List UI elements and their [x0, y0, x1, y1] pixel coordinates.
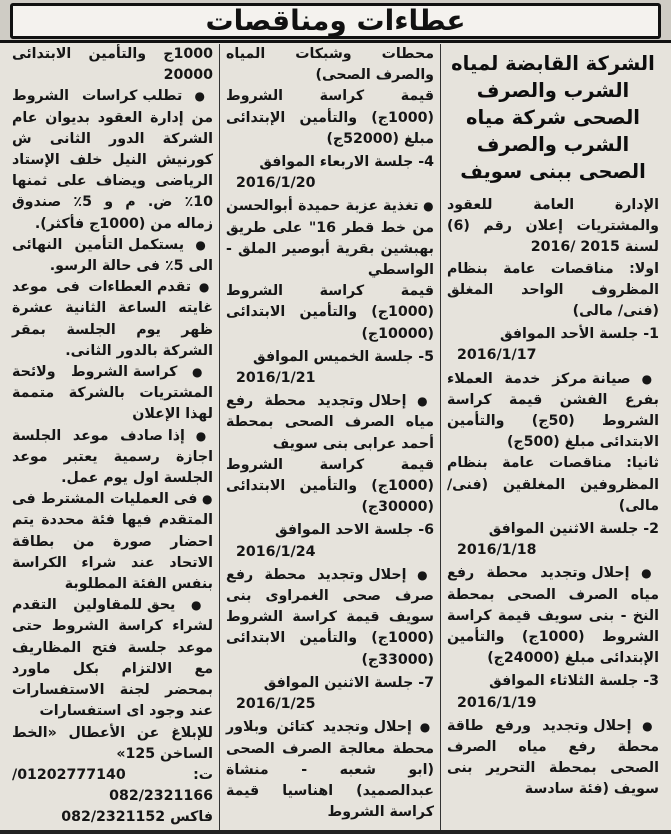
- tender-fees: قيمة كراسة الشروط (1000ج) والتأمين الابتدائى (30000ج): [226, 456, 434, 516]
- tender-item: ● إحلال وتجديد كتائن وبلاور محطة معالجة الصرف الصحى (ابو شعبه - منشاة عبدالصميد) اهناسيا قيمة كراسة الشروط: [226, 717, 434, 823]
- condition-item: ● تقدم العطاءات فى موعد غايته الساعة الثانية عشرة ظهر يوم الجلسة بمقر الشركة بالدور الثانى.: [12, 277, 213, 362]
- session-7: [226, 673, 434, 715]
- session-label: 7- جلسة الاثنين الموافق: [263, 674, 434, 691]
- session-date: 2016/1/17: [457, 347, 537, 364]
- tender-item: ● إحلال وتجديد محطة رفع مياه الصرف الصحى بمحطة أحمد عرابى بنى سويف: [226, 391, 434, 455]
- section-header-box: [10, 3, 661, 39]
- session-date: 2016/1/24: [236, 543, 316, 560]
- column-left: [6, 44, 219, 832]
- tender-item: ● صيانة مركز خدمة العملاء بفرع الفشن قيمة كراسة الشروط (50ج) والتأمين الابتدائى مبلغ (500ج): [447, 369, 659, 454]
- session-label: 2- جلسة الاثنين الموافق: [488, 521, 659, 538]
- condition-item: ● فى العمليات المشترط فى المتقدم فيها فئة محددة يتم احضار صورة من بطاقة الاتحاد عند شراء الكراسة بنفس الفئة المطلوبة: [12, 489, 213, 595]
- section-second-tenders: ثانيا: مناقصات عامة بنظام المظروفين المغلقين (فنى/ مالى): [447, 455, 659, 514]
- section-title: عطاءات ومناقصات: [205, 4, 466, 37]
- condition-item: ● إذا صادف موعد الجلسة اجازة رسمية يعتبر موعد الجلسة اول يوم عمل.: [12, 426, 213, 490]
- session-6: [226, 520, 434, 562]
- condition-item: ● يستكمل التأمين النهائى الى 5٪ فى حالة الرسو.: [12, 235, 213, 277]
- session-date: 2016/1/19: [457, 694, 537, 711]
- session-date: 2016/1/18: [457, 542, 537, 559]
- session-4: [226, 152, 434, 194]
- tender-item: ● تغذية عزبة حميدة أبوالحسن من خط قطر 16" على طريق بهبشين بقرية أبوصير الملق - الواسطي: [226, 196, 434, 281]
- section-header: [0, 0, 671, 43]
- column-middle: [219, 44, 441, 832]
- tender-item: ● إحلال وتجديد محطة رفع مياه الصرف الصحى بمحطة النخ - بنى سويف قيمة كراسة الشروط (1000ج) والتأمين الإبتدائى مبلغ (24000ج): [447, 563, 659, 669]
- continued-text: 1000ج والتأمين الابتدائى 20000: [12, 46, 213, 84]
- tender-fees: قيمة كراسة الشروط (1000ج) والتأمين الابتدائى (10000ج): [226, 283, 434, 342]
- column-right: [441, 44, 665, 832]
- session-3: [447, 671, 659, 713]
- session-label: 1- جلسة الأحد الموافق: [499, 326, 659, 343]
- phone-numbers: ت: 01202777140/ 082/2321166: [12, 766, 213, 805]
- hotline-text: للإبلاغ عن الأعطال «الخط الساخن 125»: [12, 724, 213, 762]
- condition-item: ● تطلب كراسات الشروط من إدارة العقود بديوان عام الشركة الدور الثانى ش كورنيش النيل خلف الإستاد الرياضى ويضاف على ثمنها 10٪ ض. م و 5٪ صندوق زماله من (1000ج فأكثر).: [12, 86, 213, 234]
- session-date: 2016/1/25: [236, 696, 316, 713]
- session-label: 3- جلسة الثلاثاء الموافق: [489, 673, 659, 690]
- session-label: 5- جلسة الخميس الموافق: [253, 348, 434, 365]
- condition-item: ● يحق للمقاولين التقدم لشراء كراسة الشروط حتى موعد جلسة فتح المظاريف مع الالتزام بكل ماورد بمحضر لجنة الاستفسارات عند وجود اى استفسارات: [12, 595, 213, 722]
- session-5: [226, 347, 434, 389]
- tender-fees: قيمة كراسة الشروط (1000ج) والتأمين الإبتدائى مبلغ (52000ج): [226, 88, 434, 147]
- announcement-ref: الإدارة العامة للعقود والمشتريات إعلان رقم (6) لسنة 2015 /2016: [447, 197, 659, 256]
- continued-text: محطات وشبكات المياه والصرف الصحى): [226, 46, 434, 84]
- condition-item: ● كراسة الشروط ولائحة المشتريات بالشركة متممة لهذا الإعلان: [12, 362, 213, 426]
- session-1: [447, 324, 659, 366]
- fax-number: فاكس 082/2321152: [61, 809, 213, 826]
- article-columns: [6, 44, 665, 832]
- company-title: الشركة القابضة لمياه الشرب والصرف الصحى شركة مياه الشرب والصرف الصحى ببنى سويف: [451, 52, 655, 183]
- session-date: 2016/1/21: [236, 370, 316, 387]
- session-date: 2016/1/20: [236, 175, 316, 192]
- section-first-tenders: اولا: مناقصات عامة بنظام المظروف الواحد المغلق (فنى/ مالى): [447, 260, 659, 320]
- session-label: 6- جلسة الاحد الموافق: [274, 522, 434, 539]
- session-label: 4- جلسة الاربعاء الموافق: [259, 154, 434, 171]
- bottom-rule: [0, 830, 671, 834]
- session-2: [447, 519, 659, 561]
- tender-item: ● إحلال وتجديد محطة رفع صرف صحى الغمراوى بنى سويف قيمة كراسة الشروط (1000ج) والتأمين الابتدائى (33000ج): [226, 565, 434, 671]
- tender-item: ● إحلال وتجديد ورفع طاقة محطة رفع مياه الصرف الصحى بمحطة التحرير بنى سويف (فئة سادسة: [447, 716, 659, 801]
